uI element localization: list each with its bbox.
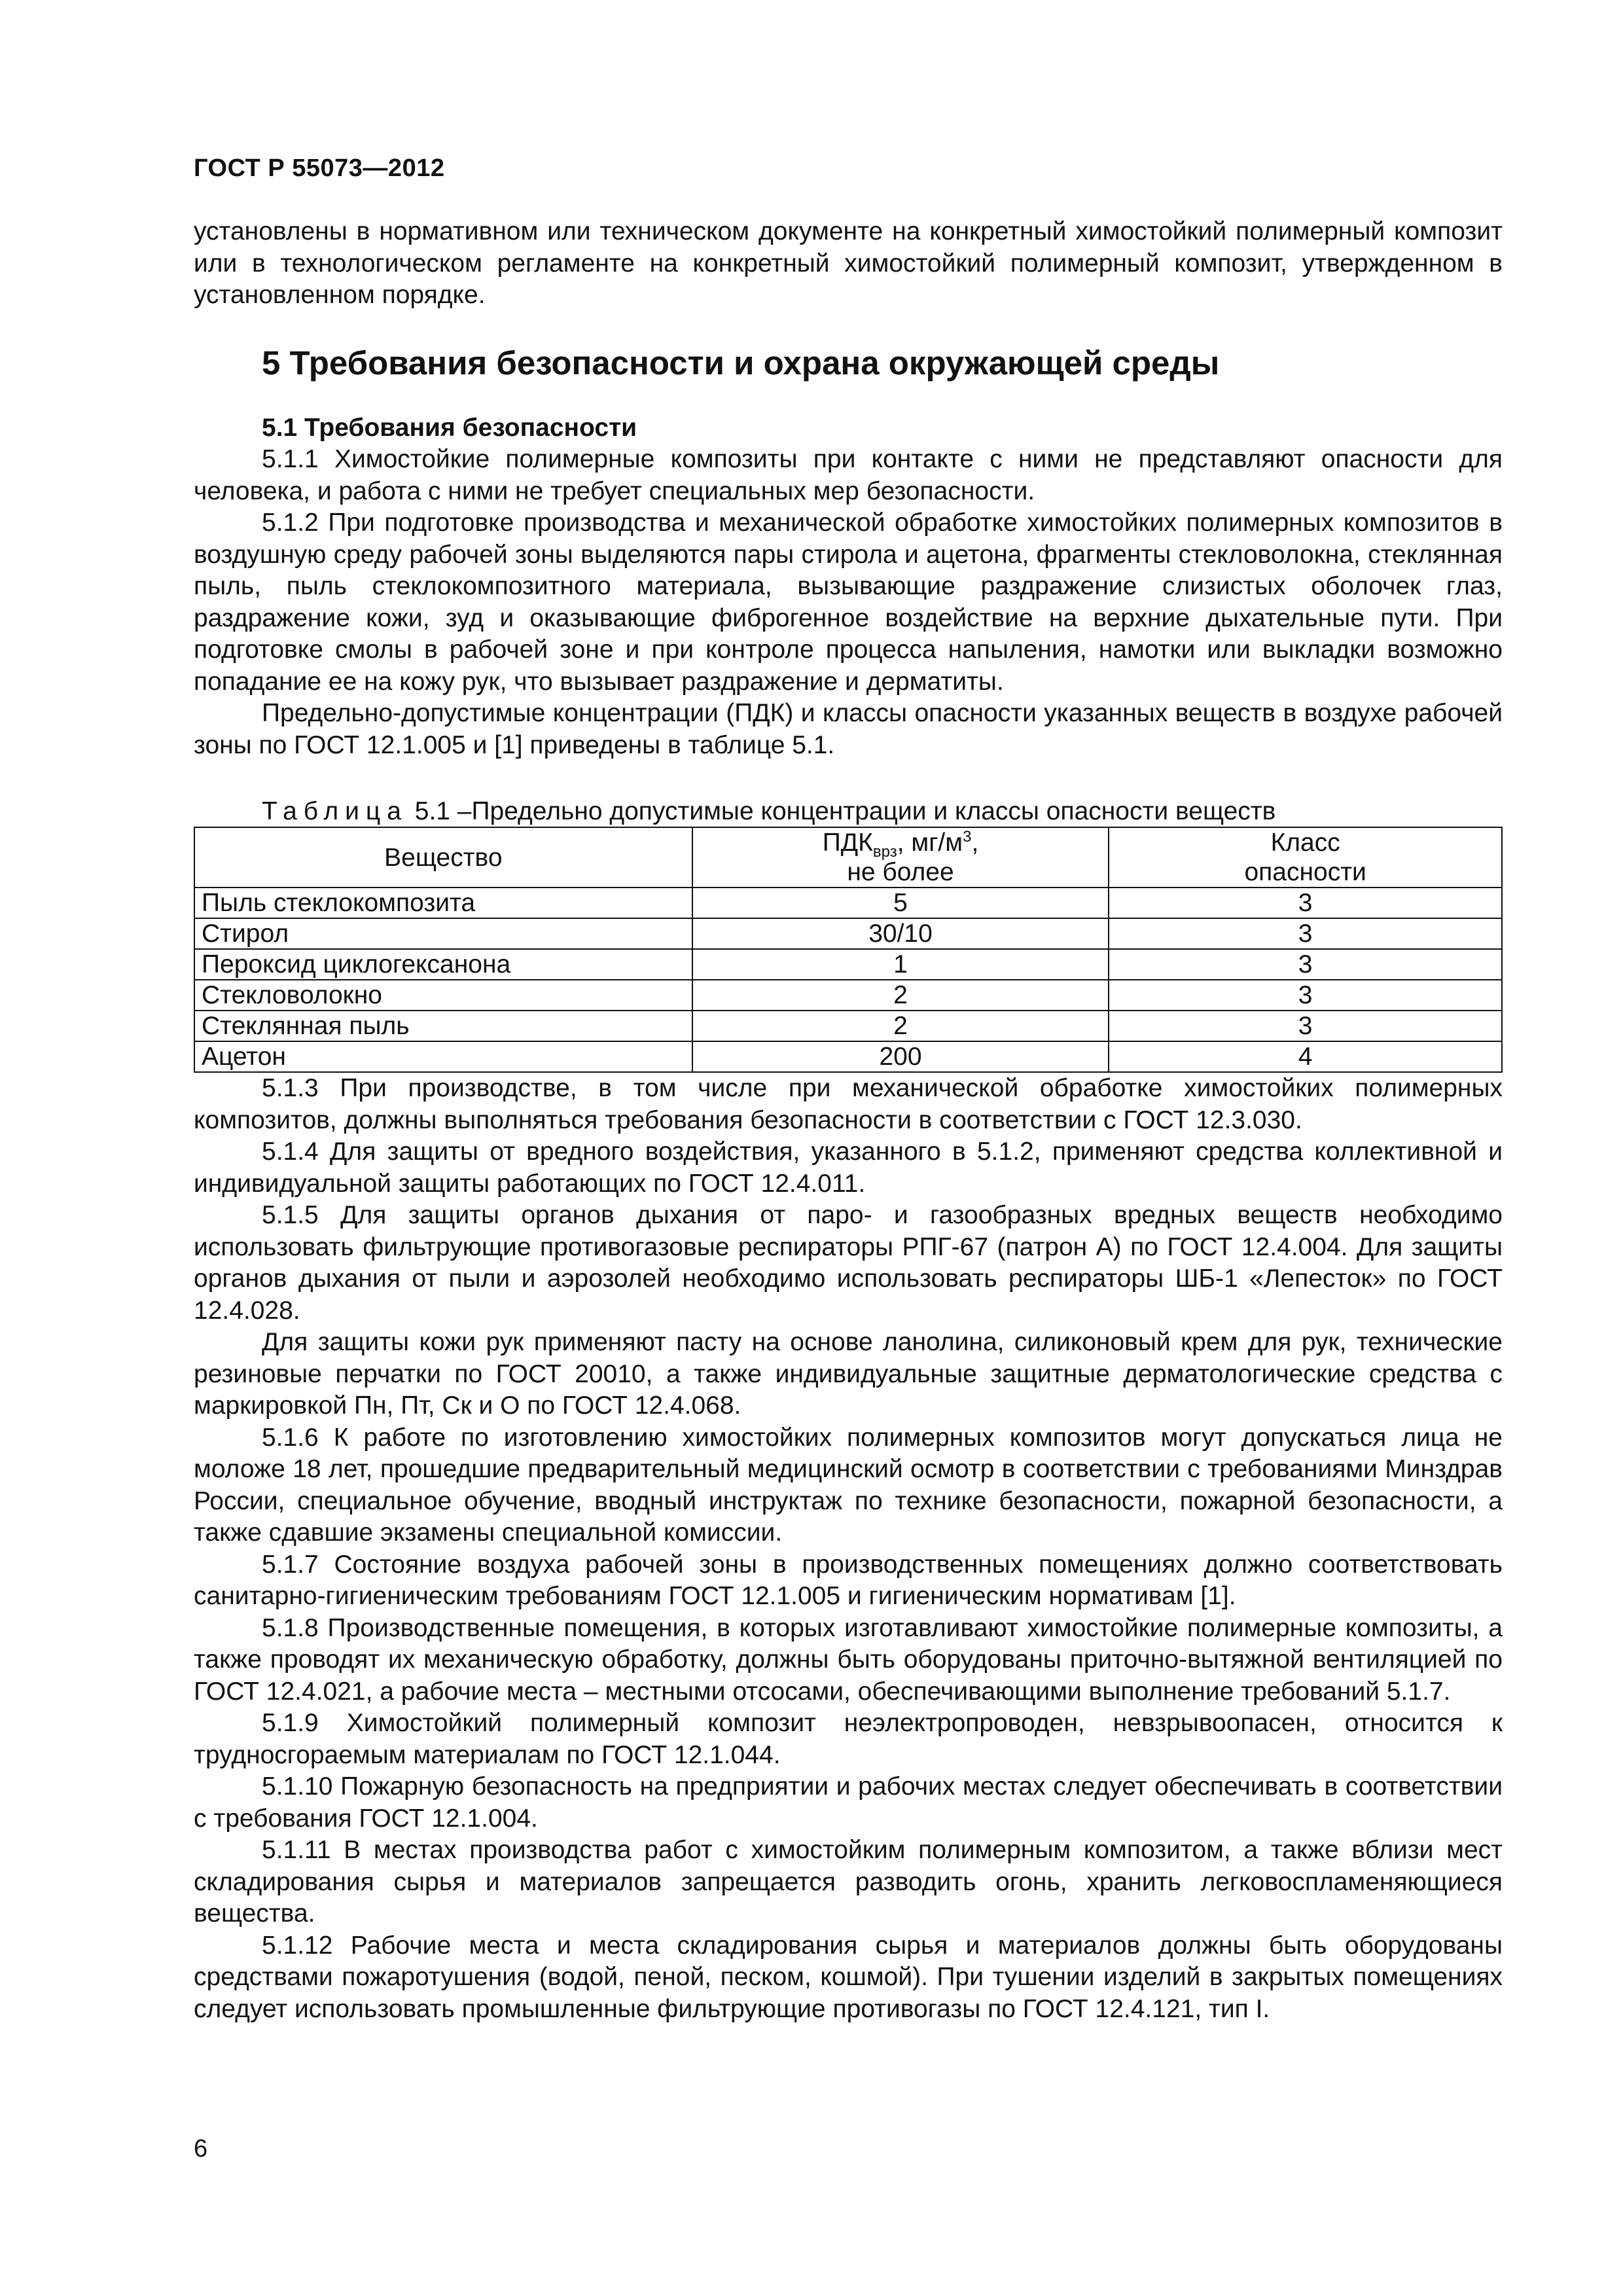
paragraph-pdk-intro: Предельно-допустимые концентрации (ПДК) и классы опасности указанных веществ в воздухе рабочей зоны по ГОСТ 12.1.005 и [1] приведены в таблице 5.1. [194,699,1503,759]
cell-substance: Стирол [194,918,692,949]
header-pdk-tail: , [971,829,979,857]
cell-class: 3 [1109,980,1502,1011]
table-caption-text: 5.1 –Предельно допустимые концентрации и классы опасности веществ [407,797,1276,825]
cell-pdk: 2 [692,980,1109,1011]
section-title: 5 Требования безопасности и охрана окружающей среды [262,344,1220,382]
table-row [194,980,1502,1011]
document-header: ГОСТ Р 55073—2012 [194,154,445,182]
paragraph-5-1-7: 5.1.7 Состояние воздуха рабочей зоны в производственных помещениях должно соответствовать санитарно-гигиеническим требованиям ГОСТ 12.1.005 и гигиеническим нормативам [1]. [194,1550,1503,1610]
cell-substance: Стеклянная пыль [194,1011,692,1041]
cell-pdk: 200 [692,1041,1109,1072]
intro-paragraph: установлены в нормативном или техническом документе на конкретный химостойкий полимерный композит или в технологическом регламенте на конкретный химостойкий полимерный композит, утвержденном в установленном порядке. [194,217,1503,309]
paragraph-5-1-10: 5.1.10 Пожарную безопасность на предприятии и рабочих местах следует обеспечивать в соответствии с требования ГОСТ 12.1.004. [194,1772,1503,1833]
paragraph-5-1-4: 5.1.4 Для защиты от вредного воздействия, указанного в 5.1.2, применяют средства коллективной и индивидуальной защиты работающих по ГОСТ 12.4.011. [194,1138,1503,1198]
cell-substance: Стекловолокно [194,980,692,1011]
table-row [194,888,1502,918]
table-row [194,949,1502,980]
cell-substance: Ацетон [194,1041,692,1072]
header-pdk-main: ПДК [822,829,873,857]
header-substance: Вещество [194,827,692,888]
table-caption-word: Таблица [262,797,408,825]
header-class-line2: опасности [1244,858,1366,886]
document-body [194,216,1503,2025]
cell-class: 3 [1109,888,1502,918]
cell-substance: Пероксид циклогексанона [194,949,692,980]
table-caption [194,797,1503,827]
header-class [1109,827,1502,888]
header-pdk-line2: не более [847,858,954,886]
cell-class: 3 [1109,918,1502,949]
page-number: 6 [194,2135,208,2162]
table-header-row [194,827,1502,888]
paragraph-5-1-8: 5.1.8 Производственные помещения, в которых изготавливают химостойкие полимерные композиты, а также проводят их механическую обработку, должны быть оборудованы приточно-вытяжной вентиляцией по ГОСТ 12.4.021, а рабочие места – местными отсосами, обеспечивающими выполнение требований 5.1.7. [194,1613,1503,1706]
paragraph-5-1-2: 5.1.2 При подготовке производства и механической обработке химостойких полимерных композитов в воздушную среду рабочей зоны выделяются пары стирола и ацетона, фрагменты стекловолокна, стеклянная пыль, пыль стеклокомпозитного материала, вызывающие раздражение слизистых оболочек глаз, раздражение кожи, зуд и оказывающие фиброгенное воздействие на верхние дыхательные пути. При подготовке смолы в рабочей зоне и при контроле процесса напыления, намотки или выкладки возможно попадание ее на кожу рук, что вызывает раздражение и дерматиты. [194,509,1503,696]
header-pdk-unit: , мг/м [897,829,963,857]
cell-class: 4 [1109,1041,1502,1072]
table-row [194,1041,1502,1072]
hazard-table [194,827,1503,1073]
paragraph-5-1-11: 5.1.11 В местах производства работ с химостойким полимерным композитом, а также вблизи мест складирования сырья и материалов запрещается разводить огонь, хранить легковоспламеняющиеся вещества. [194,1836,1503,1928]
table-row [194,1011,1502,1041]
table-row [194,918,1502,949]
table-5-1 [194,797,1503,1073]
header-pdk-sub: врз [872,842,897,861]
cell-class: 3 [1109,1011,1502,1041]
paragraph-5-1-6: 5.1.6 К работе по изготовлению химостойких полимерных композитов могут допускаться лица не моложе 18 лет, прошедшие предварительный медицинский осмотр в соответствии с требованиями Минздрав России, специальное обучение, вводный инструктаж по технике безопасности, пожарной безопасности, а также сдавшие экзамены специальной комиссии. [194,1423,1503,1547]
paragraph-5-1-3: 5.1.3 При производстве, в том числе при механической обработке химостойких полимерных композитов, должны выполняться требования безопасности в соответствии с ГОСТ 12.3.030. [194,1074,1503,1134]
header-pdk-sup: 3 [963,828,972,846]
cell-pdk: 1 [692,949,1109,980]
paragraph-5-1-9: 5.1.9 Химостойкий полимерный композит неэлектропроводен, невзрывоопасен, относится к трудносгораемым материалам по ГОСТ 12.1.044. [194,1709,1503,1769]
cell-pdk: 30/10 [692,918,1109,949]
header-pdk [692,827,1109,888]
paragraph-5-1-1: 5.1.1 Химостойкие полимерные композиты при контакте с ними не представляют опасности для человека, и работа с ними не требует специальных мер безопасности. [194,445,1503,505]
paragraph-skin-protection: Для защиты кожи рук применяют пасту на основе ланолина, силиконовый крем для рук, технические резиновые перчатки по ГОСТ 20010, а также индивидуальные защитные дерматологические средства с маркировкой Пн, Пт, Ск и О по ГОСТ 12.4.068. [194,1328,1503,1420]
paragraph-5-1-12: 5.1.12 Рабочие места и места складирования сырья и материалов должны быть оборудованы средствами пожаротушения (водой, пеной, песком, кошмой). При тушении изделий в закрытых помещениях следует использовать промышленные фильтрующие противогазы по ГОСТ 12.4.121, тип I. [194,1931,1503,2023]
cell-substance: Пыль стеклокомпозита [194,888,692,918]
paragraph-5-1-5: 5.1.5 Для защиты органов дыхания от паро- и газообразных вредных веществ необходимо использовать фильтрующие противогазовые респираторы РПГ-67 (патрон А) по ГОСТ 12.4.004. Для защиты органов дыхания от пыли и аэрозолей необходимо использовать респираторы ШБ-1 «Лепесток» по ГОСТ 12.4.028. [194,1201,1503,1325]
cell-class: 3 [1109,949,1502,980]
subsection-title: 5.1 Требования безопасности [262,413,637,442]
cell-pdk: 5 [692,888,1109,918]
header-class-line1: Класс [1270,829,1340,857]
cell-pdk: 2 [692,1011,1109,1041]
